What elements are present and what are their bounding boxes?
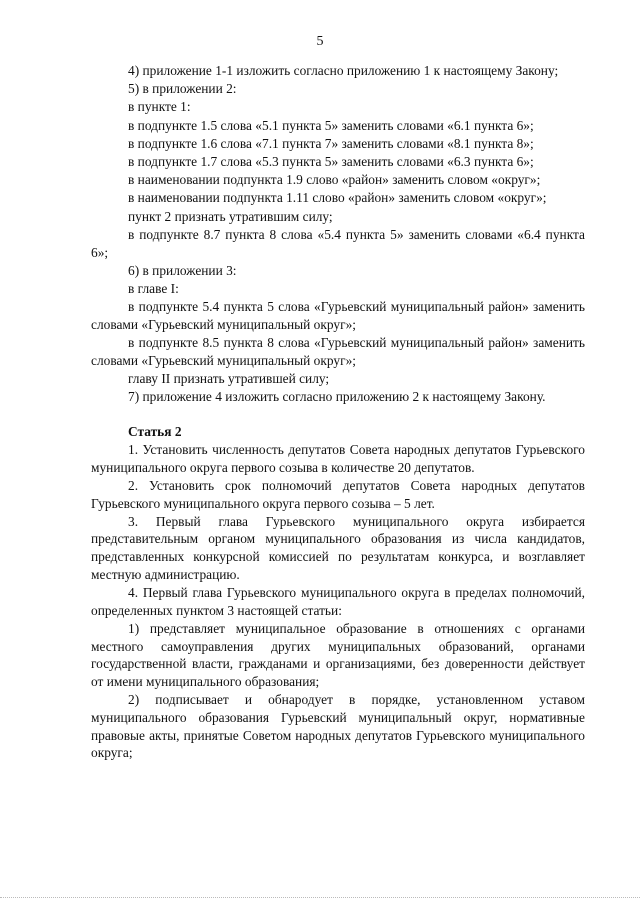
paragraph: в наименовании подпункта 1.9 слово «район» заменить словом «округ»; [128, 172, 541, 188]
document-body [91, 62, 585, 762]
paragraph: главу II признать утратившей силу; [128, 370, 330, 386]
paragraph: 2) подписывает и обнародует в порядке, установленном уставом муниципального образования Гурьевский муниципальный округ, нормативные правовые акты, принятые Советом народных депутатов Гурьевского муниципального округа; [91, 692, 585, 761]
paragraph: в подпункте 1.6 слова «7.1 пункта 7» заменить словами «8.1 пункта 8»; [128, 135, 534, 151]
paragraph: 6) в приложении 3: [128, 262, 237, 278]
page-number: 5 [316, 34, 324, 49]
amendments-section [91, 62, 585, 406]
spacer [91, 406, 585, 423]
paragraph: 1. Установить численность депутатов Совета народных депутатов Гурьевского муниципального округа первого созыва в количестве 20 депутатов. [91, 441, 585, 475]
paragraph: в подпункте 1.5 слова «5.1 пункта 5» заменить словами «6.1 пункта 6»; [128, 117, 534, 133]
paragraph: 4. Первый глава Гурьевского муниципального округа в пределах полномочий, определенных пунктом 3 настоящей статьи: [91, 585, 585, 618]
paragraph: в подпункте 5.4 пункта 5 слова «Гурьевский муниципальный район» заменить словами «Гурьевский муниципальный округ»; [91, 299, 585, 332]
paragraph: 4) приложение 1-1 изложить согласно приложению 1 к настоящему Закону; [128, 63, 559, 78]
paragraph: в подпункте 8.5 пункта 8 слова «Гурьевский муниципальный район» заменить словами «Гурьевский муниципальный округ»; [91, 335, 585, 368]
paragraph: в главе I: [128, 280, 179, 296]
paragraph: пункт 2 признать утратившим силу; [128, 208, 333, 224]
paragraph: в наименовании подпункта 1.11 слово «район» заменить словом «округ»; [128, 190, 547, 206]
paragraph: в пункте 1: [128, 99, 191, 115]
paragraph: 1) представляет муниципальное образование в отношениях с органами местного самоуправления других муниципальных образований, органами государственной власти, гражданами и организациями, без доверенности действует от имени муниципального образования; [91, 620, 585, 690]
paragraph: 3. Первый глава Гурьевского муниципального округа избирается представительным органом муниципального образования из числа кандидатов, представленных конкурсной комиссией по результатам конкурса, и возглавляет местную администрацию. [91, 513, 585, 582]
article-2-section [91, 423, 585, 762]
paragraph: 2. Установить срок полномочий депутатов Совета народных депутатов Гурьевского муниципального округа первого созыва – 5 лет. [91, 477, 585, 511]
paragraph: в подпункте 8.7 пункта 8 слова «5.4 пункта 5» заменить словами «6.4 пункта 6»; [91, 226, 585, 260]
paragraph: 5) в приложении 2: [128, 81, 237, 97]
paragraph: 7) приложение 4 изложить согласно приложению 2 к настоящему Закону. [128, 389, 546, 405]
article-heading: Статья 2 [128, 424, 182, 440]
scan-edge-divider [0, 897, 640, 899]
paragraph: в подпункте 1.7 слова «5.3 пункта 5» заменить словами «6.3 пункта 6»; [128, 154, 534, 170]
